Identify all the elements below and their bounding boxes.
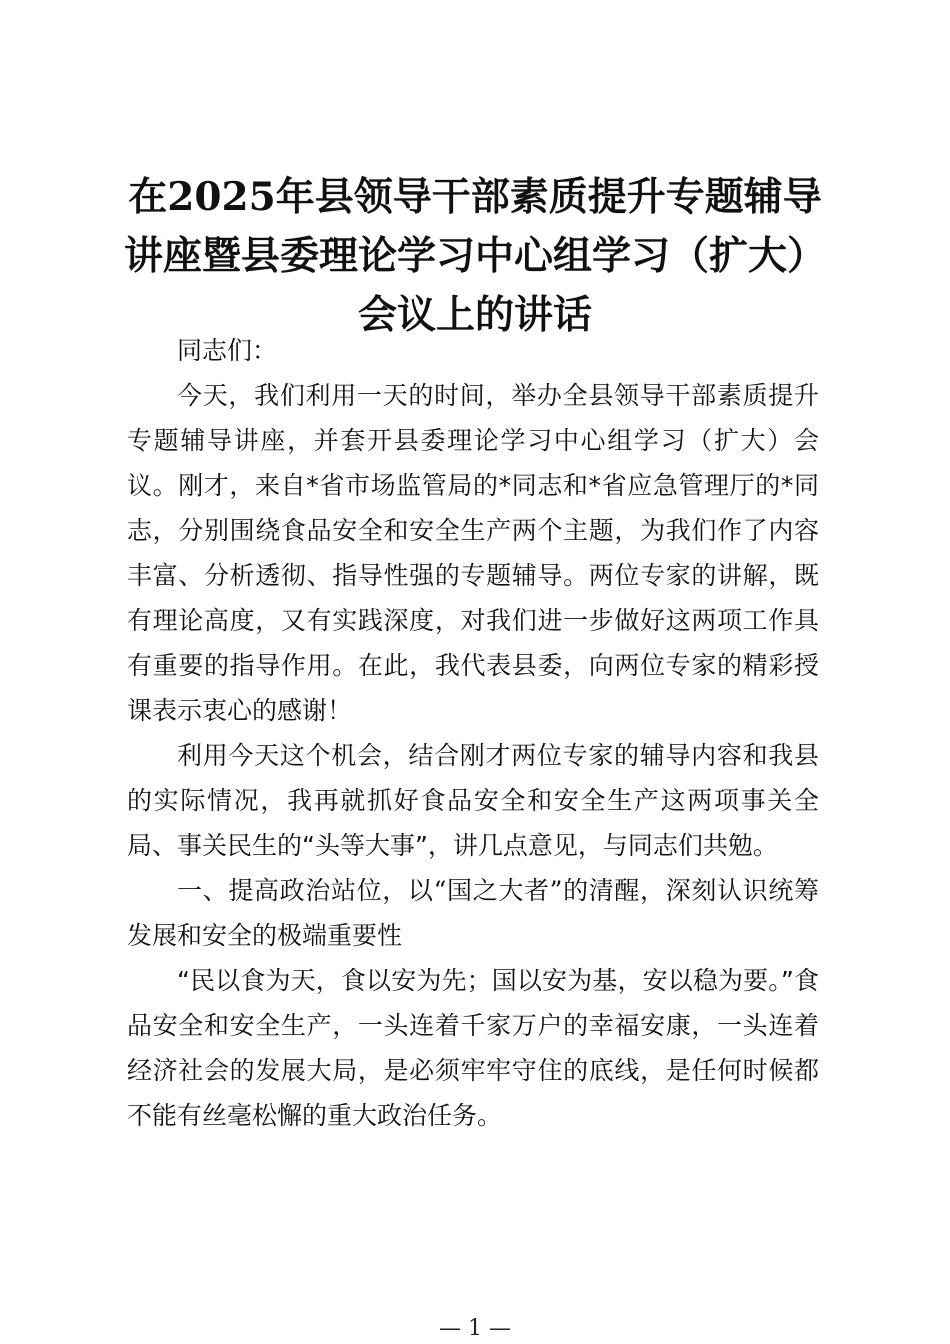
salutation: 同志们： [177, 336, 278, 365]
body-paragraph-2: 利用今天这个机会，结合刚才两位专家的辅导内容和我县的实际情况，我再就抓好食品安全和安全生产这两项事关全局、事关民生的“头等大事”，讲几点意见，与同志们共勉。 [127, 741, 819, 860]
page-number: — 1 — [439, 1316, 511, 1341]
body-paragraph-1: 今天，我们利用一天的时间，举办全县领导干部素质提升专题辅导讲座，并套开县委理论学习中心组学习（扩大）会议。刚才，来自*省市场监管局的*同志和*省应急管理厅的*同志，分别围绕食品安全和安全生产两个主题，为我们作了内容丰富、分析透彻、指导性强的专题辅导。两位专家的讲解，既有理论高度，又有实践深度，对我们进一步做好这两项工作具有重要的指导作用。在此，我代表县委，向两位专家的精彩授课表示衷心的感谢！ [127, 381, 819, 725]
section-paragraph: “民以食为天，食以安为先；国以安为基，安以稳为要。”食品安全和安全生产，一头连着千家万户的幸福安康，一头连着经济社会的发展大局，是必须牢牢守住的底线，是任何时候都不能有丝毫松懈的重大政治任务。 [127, 966, 819, 1130]
document-title: 在2025年县领导干部素质提升专题辅导讲座暨县委理论学习中心组学习（扩大）会议上的讲话 [123, 174, 826, 338]
document-body [127, 328, 819, 1138]
section-heading: 一、提高政治站位，以“国之大者”的清醒，深刻认识统筹发展和安全的极端重要性 [127, 876, 819, 950]
